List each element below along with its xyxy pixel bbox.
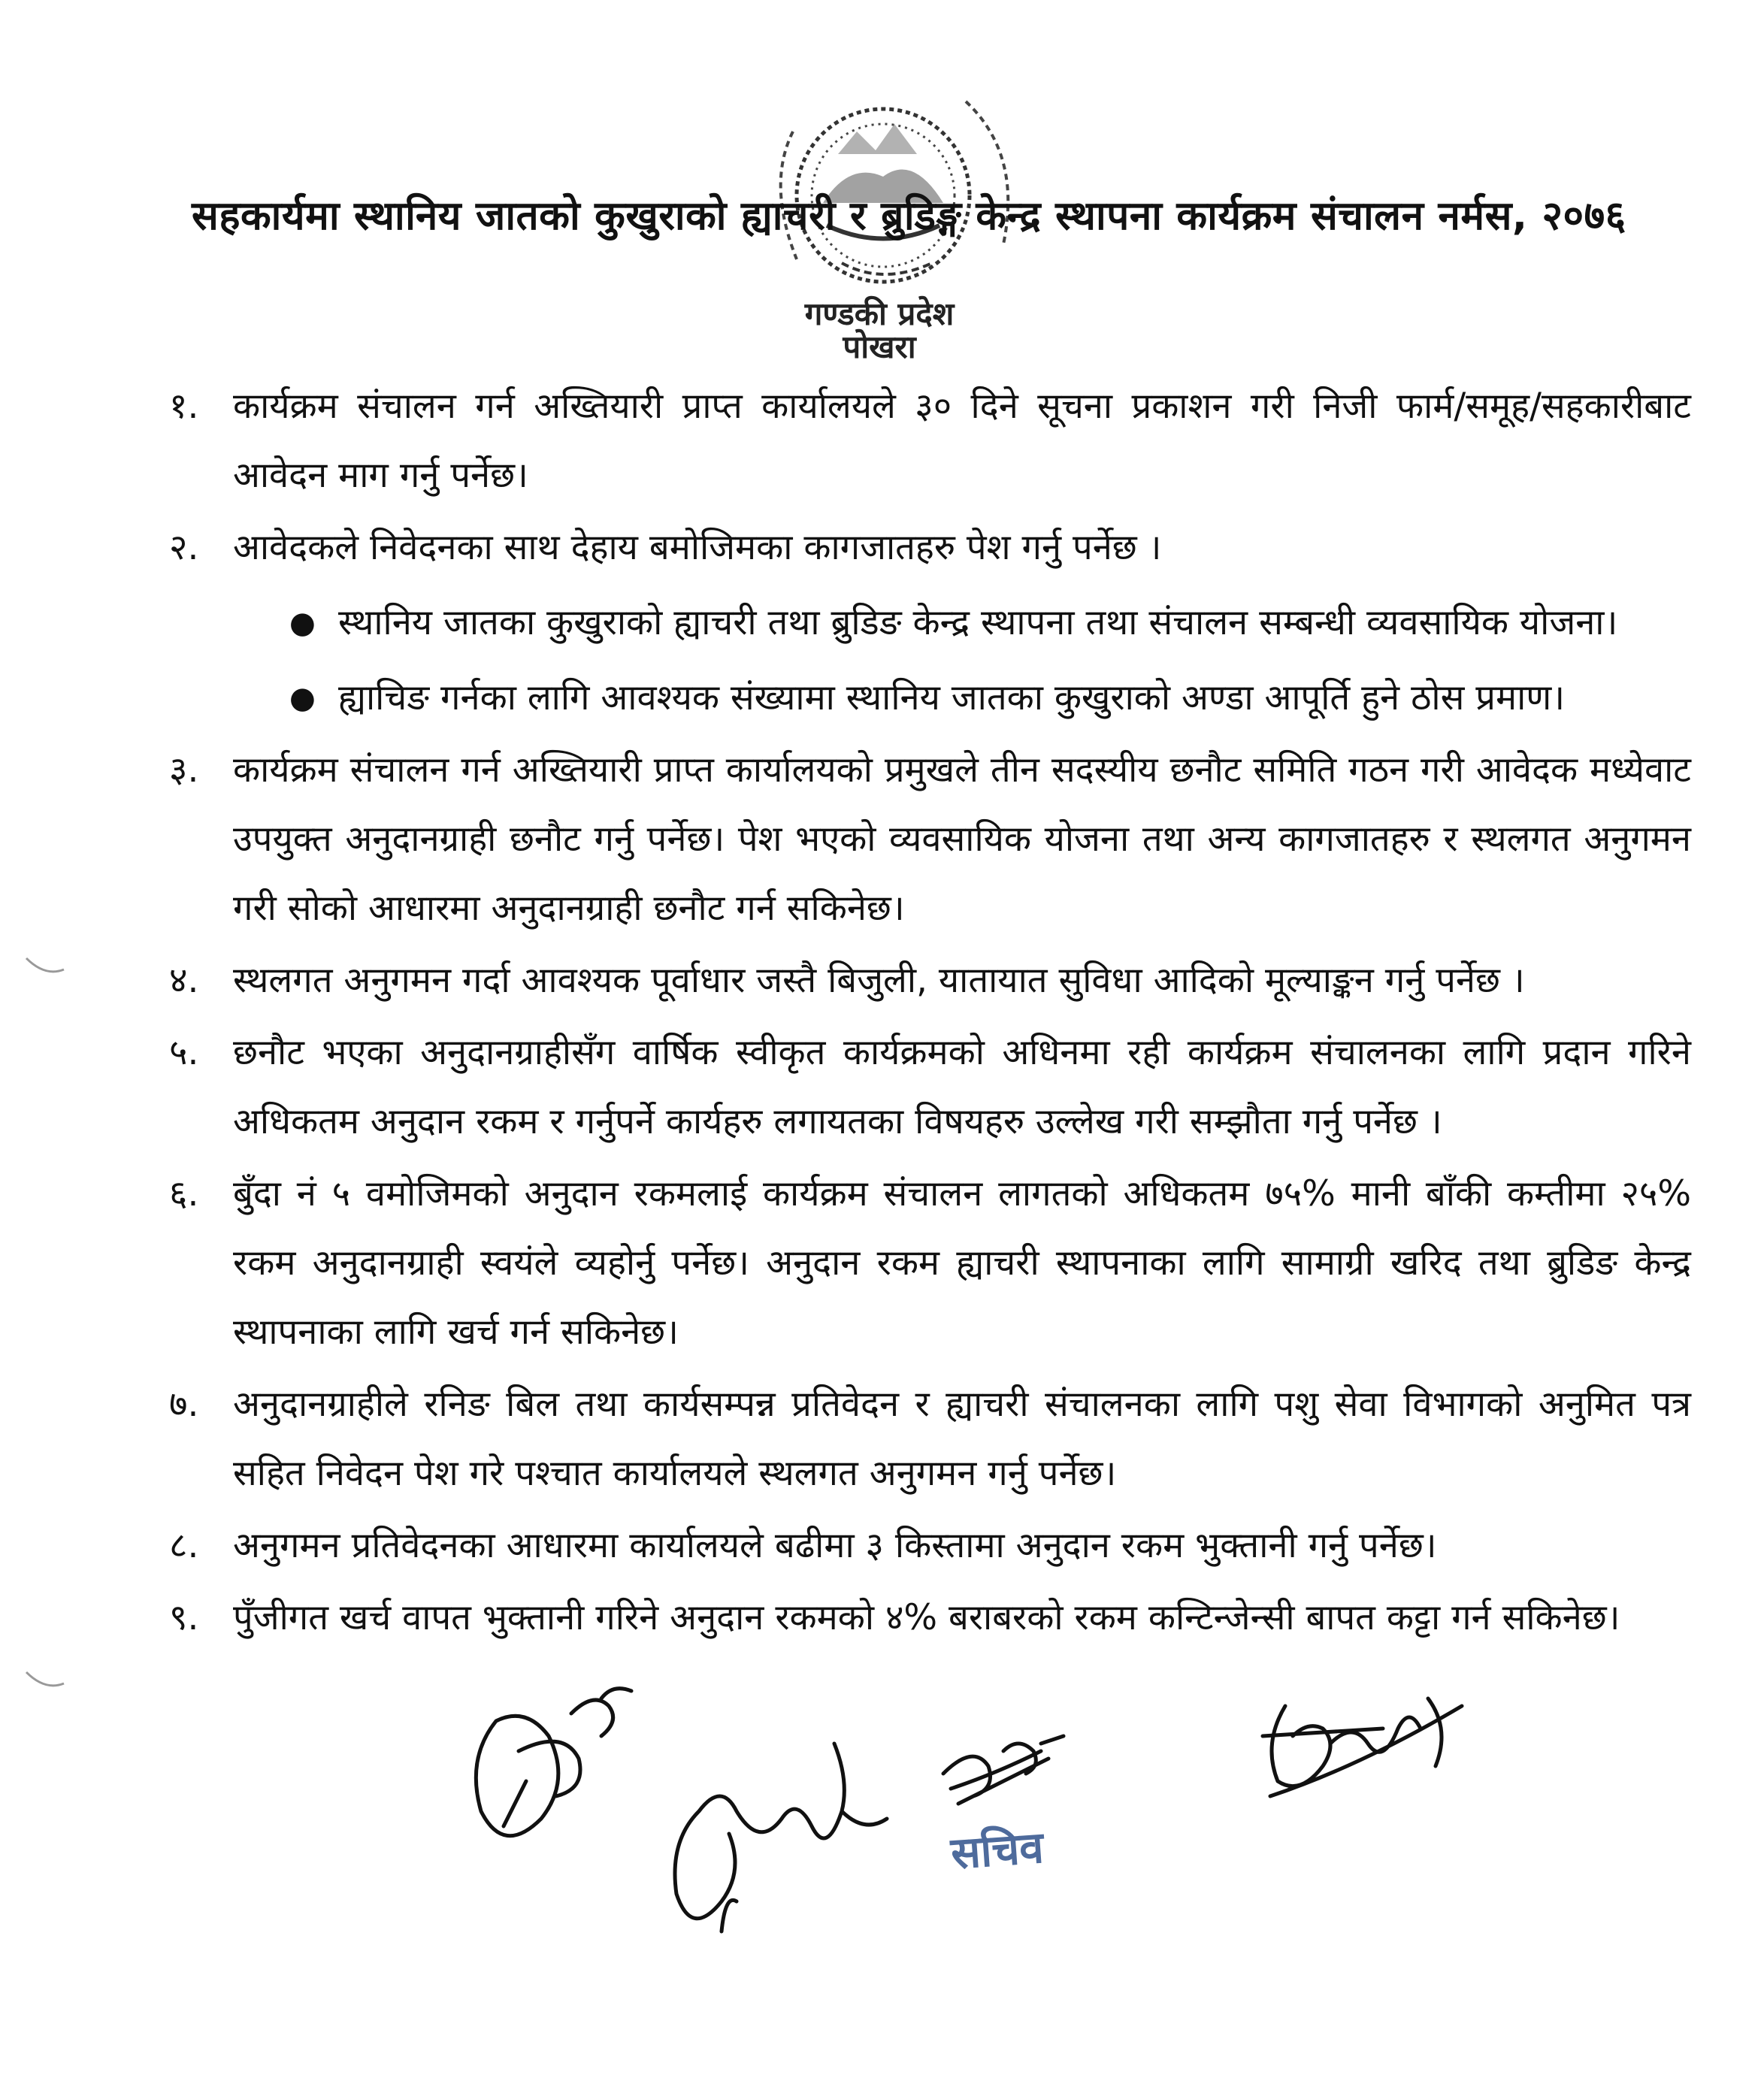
signature-3 <box>928 1729 1071 1826</box>
bullet-item <box>150 664 1691 733</box>
item-text: अनुदानग्राहीले रनिङ बिल तथा कार्यसम्पन्न प्रतिवेदन र ह्याचरी संचालनका लागि पशु सेवा विभागको अनुमित पत्र सहित निवेदन पेश गरे पश्चात कार्यालयले स्थलगत अनुगमन गर्नु पर्नेछ। <box>233 1384 1691 1494</box>
item-number: ९. <box>169 1597 199 1638</box>
list-item <box>150 1583 1691 1653</box>
bullet-text: ह्याचिङ गर्नका लागि आवश्यक संख्यामा स्थानिय जातका कुखुराको अण्डा आपूर्ति हुने ठोस प्रमाण। <box>338 677 1566 718</box>
item-number: ६. <box>169 1173 199 1214</box>
item-number: २. <box>169 527 199 568</box>
list-item <box>150 1160 1691 1367</box>
item-text: स्थलगत अनुगमन गर्दा आवश्यक पूर्वाधार जस्तै बिजुली, यातायात सुविधा आदिको मूल्याङ्कन गर्नु पर्नेछ । <box>233 960 1525 1001</box>
item-number: १. <box>169 386 199 427</box>
list-item <box>150 736 1691 943</box>
item-text: छनौट भएका अनुदानग्राहीसँग वार्षिक स्वीकृत कार्यक्रमको अधिनमा रही कार्यक्रम संचालनका लागि प्रदान गरिने अधिकतम अनुदान रकम र गर्नुपर्ने कार्यहरु लगायतका विषयहरु उल्लेख गरी सम्झौता गर्नु पर्नेछ । <box>233 1032 1691 1142</box>
list-item <box>150 513 1691 582</box>
item-text: आवेदकले निवेदनका साथ देहाय बमोजिमका कागजातहरु पेश गर्नु पर्नेछ । <box>233 527 1162 568</box>
item-number: ४. <box>169 960 199 1001</box>
item-number: ५. <box>169 1032 199 1073</box>
seal-city-text: पोखरा <box>843 328 916 365</box>
signature-1 <box>451 1668 646 1894</box>
list-item <box>150 1511 1691 1580</box>
required-documents-list <box>150 588 1691 733</box>
item-number: ७. <box>169 1384 199 1425</box>
bullet-dot-icon: ● <box>289 681 316 715</box>
item-text: कार्यक्रम संचालन गर्न अख्तियारी प्राप्त कार्यालयले ३० दिने सूचना प्रकाशन गरी निजी फार्म/समूह/सहकारीबाट आवेदन माग गर्नु पर्नेछ। <box>233 386 1691 496</box>
scan-mark-icon <box>23 1668 68 1691</box>
secretary-stamp: सचिव <box>949 1821 1045 1880</box>
signature-4 <box>1248 1683 1466 1811</box>
list-item <box>150 946 1691 1015</box>
list-item <box>150 1018 1691 1157</box>
list-item <box>150 372 1691 510</box>
norms-list <box>150 372 1691 1656</box>
list-item <box>150 1370 1691 1508</box>
item-text: बुँदा नं ५ वमोजिमको अनुदान रकमलाई कार्यक्रम संचालन लागतको अधिकतम ७५% मानी बाँकी कम्तीमा २५% रकम अनुदानग्राही स्वयंले व्यहोर्नु पर्नेछ। अनुदान रकम ह्याचरी स्थापनाका लागि सामाग्री खरिद तथा ब्रुडिङ केन्द्र स्थापनाका लागि खर्च गर्न सकिनेछ। <box>233 1173 1691 1353</box>
item-text: पुँजीगत खर्च वापत भुक्तानी गरिने अनुदान रकमको ४% बराबरको रकम कन्टिन्जेन्सी बापत कट्टा गर्न सकिनेछ। <box>233 1597 1620 1638</box>
item-number: ८. <box>169 1525 199 1566</box>
bullet-dot-icon: ● <box>289 606 316 640</box>
document-title: सहकार्यमा स्थानिय जातको कुखुराको ह्याचरी र ब्रुडिङ्ग केन्द्र स्थापना कार्यक्रम संचालन नर्मस, २०७६ <box>192 193 1626 239</box>
item-number: ३. <box>169 749 199 791</box>
signature-2 <box>654 1706 894 1954</box>
item-text: कार्यक्रम संचालन गर्न अख्तियारी प्राप्त कार्यालयको प्रमुखले तीन सदस्यीय छनौट समिति गठन गरी आवेदक मध्येवाट उपयुक्त अनुदानग्राही छनौट गर्नु पर्नेछ। पेश भएको व्यवसायिक योजना तथा अन्य कागजातहरु र स्थलगत अनुगमन गरी सोको आधारमा अनुदानग्राही छनौट गर्न सकिनेछ। <box>233 749 1691 929</box>
item-text: अनुगमन प्रतिवेदनका आधारमा कार्यालयले बढीमा ३ किस्तामा अनुदान रकम भुक्तानी गर्नु पर्नेछ। <box>233 1525 1437 1566</box>
scan-mark-icon <box>23 954 68 977</box>
bullet-text: स्थानिय जातका कुखुराको ह्याचरी तथा ब्रुडिङ केन्द्र स्थापना तथा संचालन सम्बन्धी व्यवसायिक योजना। <box>338 602 1618 643</box>
seal-region-text: गण्डकी प्रदेश <box>804 295 955 332</box>
bullet-item <box>150 588 1691 658</box>
